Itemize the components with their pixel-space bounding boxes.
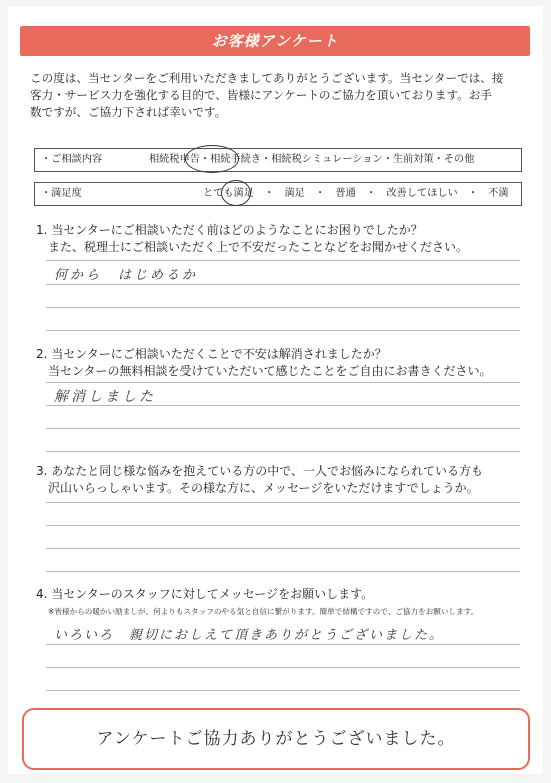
answer-line	[46, 284, 520, 285]
satisfaction-options: とても満足 ・ 満足 ・ 普通 ・ 改善してほしい ・ 不満	[203, 188, 509, 199]
answer-line	[46, 451, 520, 452]
satisfaction-label: ・満足度	[41, 188, 82, 199]
question-3: 3. あなたと同じ様な悩みを抱えている方の中で、一人でお悩みになられている方も 沢山いらっしゃいます。その様な方に、メッセージをいただけますでしょうか。	[36, 464, 484, 495]
answer-1: 何から はじめるか	[54, 268, 199, 283]
consultation-options: 相続税申告・相続手続き・相続税シミュレーション・生前対策・その他	[149, 154, 475, 165]
survey-title: お客様アンケート	[211, 32, 339, 50]
consultation-box	[34, 148, 522, 172]
thanks-text: アンケートご協力ありがとうございました。	[96, 729, 456, 749]
consultation-selected-circle	[185, 145, 239, 173]
answer-line	[46, 260, 520, 261]
answer-2: 解消しました	[54, 389, 156, 405]
answer-line	[46, 525, 520, 526]
answer-line	[46, 428, 520, 429]
answer-line	[46, 502, 520, 503]
satisfaction-box	[34, 182, 522, 206]
answer-line	[46, 644, 520, 645]
answer-4: いろいろ 親切におしえて頂きありがとうございました。	[54, 628, 445, 643]
consultation-label: ・ご相談内容	[41, 154, 103, 165]
satisfaction-selected-circle	[221, 180, 251, 206]
answer-line	[46, 307, 520, 308]
question-4: 4. 当センターのスタッフに対してメッセージをお願いします。	[36, 587, 374, 601]
answer-line	[46, 330, 520, 331]
question-4-note: ※皆様からの暖かい励ましが、何よりもスタッフのやる気と自信に繋がります。簡単で結構ですので、ご協力をお願いします。	[48, 607, 479, 616]
question-2: 2. 当センターにご相談いただくことで不安は解消されましたか？ 当センターの無料相談を受けていただいて感じたことをご自由にお書きください。	[36, 347, 492, 378]
thanks-box	[22, 708, 530, 770]
intro-text: この度は、当センターをご利用いただきましてありがとうございます。当センターでは、接 客力・サービス力を強化する目的で、皆様にアンケートのご協力を頂いております。お手 数ですが、ご協力下されば幸いです。	[30, 71, 504, 119]
answer-line	[46, 690, 520, 691]
answer-line	[46, 667, 520, 668]
answer-line	[46, 571, 520, 572]
survey-sheet	[8, 6, 543, 774]
answer-line	[46, 382, 520, 383]
answer-line	[46, 548, 520, 549]
question-1: 1. 当センターにご相談いただく前はどのようなことにお困りでしたか？ また、税理士にご相談いただく上で不安だったことなどをお聞かせください。	[36, 223, 469, 254]
survey-header	[20, 26, 530, 56]
answer-line	[46, 405, 520, 406]
